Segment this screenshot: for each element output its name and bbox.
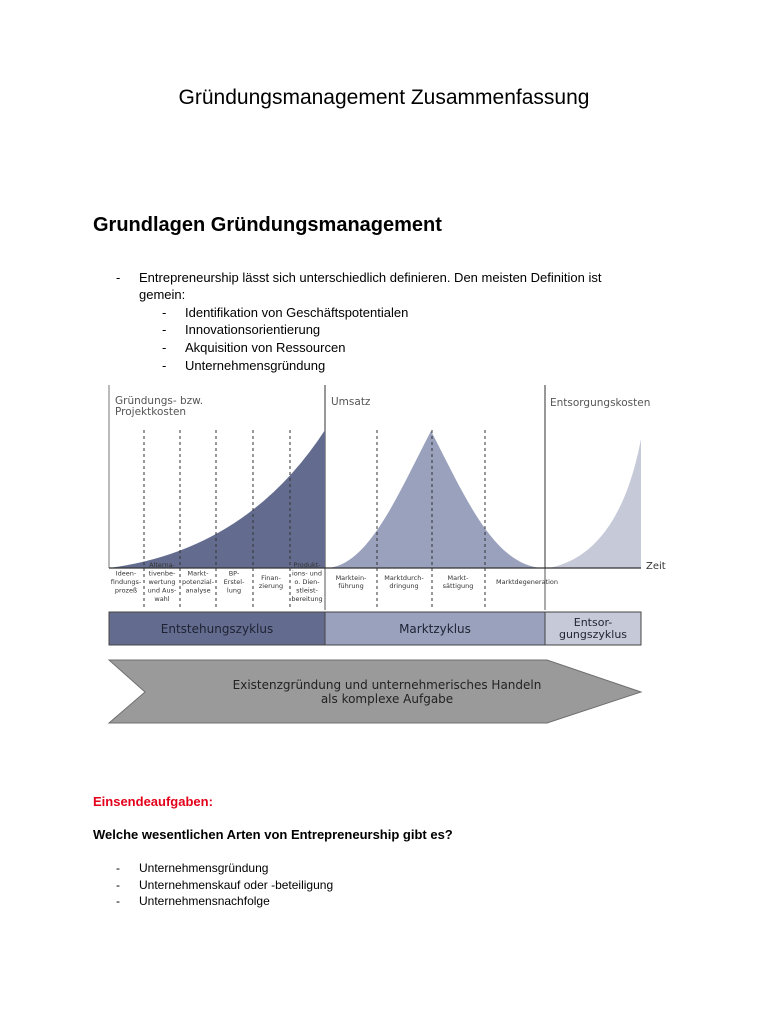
sub-item-dash: - [162,358,167,373]
phase-label: Alterna- [149,561,175,570]
phase-label: wertung [148,578,176,586]
phase-label: Ideen- [115,569,137,578]
phase-label: Marktein- [335,573,367,582]
phase-label: Marktdegeneration [495,578,559,586]
panel-label-disposal: Entsorgungskosten [550,397,651,409]
answer-dash: - [116,861,120,875]
question-heading: Welche wesentlichen Arten von Entrepreneurship gibt es? [93,827,453,842]
phase-label: ions- und [291,569,323,578]
phase-label: und Aus- [147,586,177,595]
bullet-dash: - [116,270,121,285]
phase-label: Finan- [261,573,281,582]
panel-label-costs: Gründungs- bzw. [115,395,204,407]
phase-label: o. Dien- [294,578,320,586]
entsorgungszyklus-label: Entsor- [573,616,613,629]
sub-item: Unternehmensgründung [185,358,326,373]
answer-dash: - [116,894,120,908]
answer-item: Unternehmenskauf oder -beteiligung [139,878,334,892]
sub-item: Identifikation von Geschäftspotentialen [185,305,409,320]
sub-item-dash: - [162,340,167,355]
panel-label-costs: Projektkosten [115,406,187,418]
answer-item: Unternehmensgründung [139,861,269,875]
cost-curve [109,430,325,568]
phase-label: führung [338,582,364,591]
revenue-curve [327,431,543,568]
arrow-text-line-1: Existenzgründung und unternehmerisches Handeln [232,678,542,692]
phase-label: BP- [228,569,240,578]
disposal-cost-curve [549,439,641,568]
phase-label: stleist- [296,586,318,595]
sub-item-dash: - [162,305,167,320]
entsorgungszyklus-label: gungszyklus [558,628,628,641]
marktzyklus-label: Marktzyklus [399,622,471,636]
phase-label: Erstel- [223,578,245,586]
phase-label: Markt- [447,573,469,582]
section-heading: Grundlagen Gründungsmanagement [93,214,442,236]
phase-label: wahl [154,594,170,603]
phase-label: zierung [258,582,284,591]
lifecycle-diagram [107,382,667,727]
phase-label: sättigung [442,582,474,591]
sub-item: Akquisition von Ressourcen [185,340,346,355]
phase-label: lung [226,586,242,595]
answer-item: Unternehmensnachfolge [139,894,270,908]
arrow-text-line-2: als komplexe Aufgabe [320,692,454,706]
assignments-heading: Einsendeaufgaben: [93,794,213,809]
phase-label: bereitung [291,594,323,603]
phase-label: potenzial- [181,578,215,586]
intro-line-1: Entrepreneurship lässt sich unterschiedlich definieren. Den meisten Definition ist [139,270,602,285]
phase-label: Marktdurch- [384,573,424,582]
answer-dash: - [116,878,120,892]
intro-line-2: gemein: [139,287,186,302]
document-title: Gründungsmanagement Zusammenfassung [178,86,590,109]
phase-label: dringung [389,582,419,591]
phase-label: analyse [185,586,211,595]
entstehungszyklus-label: Entstehungszyklus [160,622,274,636]
axis-label-zeit: Zeit [646,561,666,572]
phase-label: findungs- [110,578,142,586]
sub-item: Innovationsorientierung [185,322,321,337]
sub-item-dash: - [162,322,167,337]
phase-label: prozeß [114,586,138,595]
phase-label: Markt- [187,569,209,578]
phase-label: tivenbe- [148,569,176,578]
phase-label: Produkt- [293,561,321,570]
panel-label-revenue: Umsatz [331,396,371,408]
